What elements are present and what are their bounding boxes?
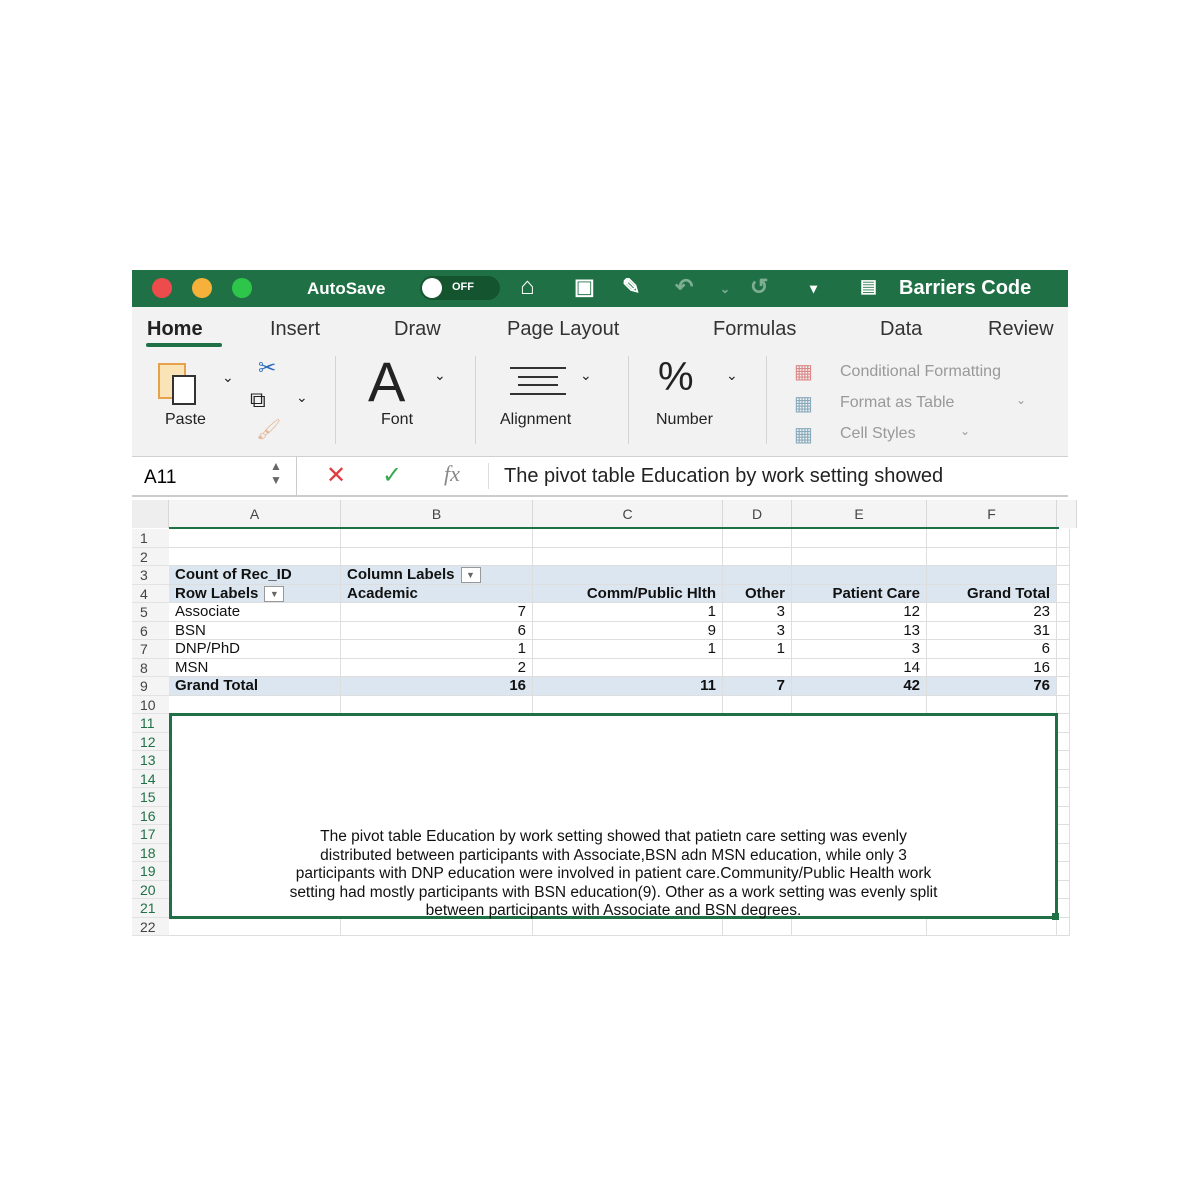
tab-home[interactable]: Home: [147, 318, 203, 340]
cell[interactable]: [341, 529, 533, 548]
pivot-cell[interactable]: [533, 566, 723, 585]
redo-icon[interactable]: ↺: [750, 274, 769, 299]
pivot-value[interactable]: [792, 640, 927, 659]
pivot-value-text: 2: [517, 658, 526, 676]
row-header-5[interactable]: 5: [132, 603, 169, 622]
pivot-value[interactable]: [533, 622, 723, 641]
chevron-down-icon: ⌄: [1016, 393, 1027, 407]
row-header-7[interactable]: 7: [132, 640, 169, 659]
resize-handle[interactable]: [1052, 913, 1059, 920]
pivot-cell[interactable]: [927, 566, 1057, 585]
pivot-value-field-text: Count of Rec_ID: [175, 566, 292, 583]
cut-icon[interactable]: ✂: [258, 355, 277, 380]
pivot-value[interactable]: [792, 622, 927, 641]
pivot-value-text: 14: [903, 658, 920, 676]
row-header-4[interactable]: 4: [132, 585, 169, 604]
pivot-value-text: 1: [707, 640, 716, 657]
pivot-row-label-text: BSN: [175, 621, 206, 639]
undo-dropdown-icon[interactable]: ⌄: [720, 282, 731, 296]
copy-icon[interactable]: ⧉: [250, 387, 266, 412]
row-header-21[interactable]: 21: [132, 899, 169, 918]
font-label: Font: [381, 411, 414, 428]
cell[interactable]: [792, 696, 927, 715]
grand-total-label[interactable]: [169, 677, 341, 696]
format-as-table-label: Format as Table: [840, 394, 955, 411]
grand-total-value[interactable]: [792, 677, 927, 696]
grand-total-value-text: 11: [700, 677, 716, 694]
row-header-16[interactable]: 16: [132, 807, 169, 826]
pivot-value[interactable]: [927, 603, 1057, 622]
column-header-D[interactable]: D: [723, 500, 792, 528]
pivot-value-field[interactable]: [169, 566, 341, 585]
alignment-icon: [510, 367, 566, 395]
pivot-value-text: 6: [1041, 640, 1050, 657]
chevron-down-icon: ⌄: [726, 367, 738, 383]
grand-total-value-text: 76: [1033, 677, 1050, 694]
cell[interactable]: [1057, 566, 1070, 585]
format-painter-icon[interactable]: 🖌: [256, 419, 282, 441]
pivot-column-header-text: Comm/Public Hlth: [586, 584, 716, 602]
undo-icon[interactable]: ↶: [675, 274, 694, 299]
filter-dropdown-icon[interactable]: ▼: [461, 567, 481, 583]
summary-text-line: between participants with Associate and BSN degrees.: [425, 902, 802, 919]
cell[interactable]: [723, 548, 792, 567]
column-header-C[interactable]: C: [533, 500, 723, 528]
tab-page-layout[interactable]: Page Layout: [507, 318, 620, 340]
pivot-row-label[interactable]: [169, 659, 341, 678]
cell[interactable]: [169, 696, 341, 715]
column-header-E[interactable]: E: [792, 500, 927, 528]
cell[interactable]: [1057, 585, 1070, 604]
home-icon[interactable]: ⌂: [520, 273, 535, 300]
divider: [335, 356, 336, 444]
chevron-down-icon[interactable]: ⌄: [222, 369, 234, 385]
spreadsheet-grid: [132, 500, 1068, 935]
pivot-value-text: 3: [911, 640, 920, 657]
pivot-value-text: 6: [517, 621, 526, 639]
document-title: Barriers Code: [899, 277, 1032, 299]
row-header-3[interactable]: 3: [132, 566, 169, 585]
cell[interactable]: [533, 548, 723, 567]
pivot-value[interactable]: [723, 659, 792, 678]
pivot-value[interactable]: [723, 640, 792, 659]
minimize-button[interactable]: [192, 278, 212, 298]
pivot-row-label[interactable]: [169, 640, 341, 659]
row-header-9[interactable]: 9: [132, 677, 169, 696]
chevron-down-icon: ⌄: [580, 367, 592, 383]
cell[interactable]: [927, 529, 1057, 548]
row-header-11[interactable]: 11: [132, 714, 169, 733]
tab-formulas[interactable]: Formulas: [713, 318, 797, 340]
pivot-value[interactable]: [723, 622, 792, 641]
formula-input[interactable]: The pivot table Education by work setting showed: [504, 465, 944, 487]
pivot-column-header[interactable]: [792, 585, 927, 604]
pivot-value[interactable]: [533, 659, 723, 678]
pivot-column-header-text: Grand Total: [966, 584, 1050, 602]
pivot-column-labels[interactable]: [341, 566, 533, 585]
cell[interactable]: [1057, 548, 1070, 567]
pivot-row-label-text: Associate: [175, 603, 241, 620]
name-box[interactable]: A11: [144, 467, 177, 488]
pivot-value[interactable]: [533, 603, 723, 622]
cell[interactable]: [1057, 881, 1070, 900]
close-button[interactable]: [152, 278, 172, 298]
tab-review[interactable]: Review: [988, 318, 1054, 340]
column-header-A[interactable]: A: [169, 500, 341, 528]
pivot-row-label[interactable]: [169, 622, 341, 641]
cell[interactable]: [792, 529, 927, 548]
cell[interactable]: [723, 696, 792, 715]
cell[interactable]: [1057, 770, 1070, 789]
pivot-column-header-text: Academic: [347, 584, 418, 602]
cell[interactable]: [169, 529, 341, 548]
cell[interactable]: [169, 548, 341, 567]
row-header-18[interactable]: 18: [132, 844, 169, 863]
cell[interactable]: [1057, 751, 1070, 770]
pivot-value-text: 1: [776, 640, 785, 657]
column-header-overflow[interactable]: [1057, 500, 1077, 528]
row-header-14[interactable]: 14: [132, 770, 169, 789]
font-icon: A: [368, 350, 406, 413]
row-header-12[interactable]: 12: [132, 733, 169, 752]
formula-bar: [132, 457, 1068, 497]
row-header-17[interactable]: 17: [132, 825, 169, 844]
cell[interactable]: [723, 529, 792, 548]
tab-insert[interactable]: Insert: [270, 318, 321, 340]
alignment-label: Alignment: [500, 411, 572, 428]
grand-total-value-text: 42: [903, 677, 920, 694]
column-header-B[interactable]: B: [341, 500, 533, 528]
cell[interactable]: [1057, 807, 1070, 826]
cell[interactable]: [533, 529, 723, 548]
pivot-value[interactable]: [792, 659, 927, 678]
row-header-1[interactable]: 1: [132, 529, 169, 548]
row-header-20[interactable]: 20: [132, 881, 169, 900]
select-all-corner[interactable]: [132, 500, 169, 528]
paste-page-icon: [172, 375, 196, 405]
divider: [766, 356, 767, 444]
chevron-down-icon[interactable]: ⌄: [296, 389, 308, 405]
chevron-down-icon: ⌄: [434, 367, 446, 383]
cell[interactable]: [792, 548, 927, 567]
paste-label: Paste: [165, 411, 206, 428]
cancel-icon[interactable]: ✕: [326, 462, 347, 489]
cell[interactable]: [1057, 659, 1070, 678]
pivot-value[interactable]: [341, 659, 533, 678]
customize-toolbar-icon[interactable]: ▾: [810, 280, 818, 296]
pivot-value-text: 1: [707, 603, 716, 620]
row-header-6[interactable]: 6: [132, 622, 169, 641]
pivot-value[interactable]: [723, 603, 792, 622]
grand-total-value-text: 16: [509, 677, 526, 694]
conditional-formatting-label: Conditional Formatting: [840, 363, 1001, 380]
pivot-column-header-text: Patient Care: [832, 584, 920, 602]
divider: [628, 356, 629, 444]
pivot-value-text: 13: [903, 621, 920, 639]
summary-text-line: distributed between participants with Associate,BSN adn MSN education, while only 3: [320, 846, 907, 864]
grand-total-value[interactable]: [533, 677, 723, 696]
pivot-cell[interactable]: [792, 566, 927, 585]
pivot-cell[interactable]: [723, 566, 792, 585]
cell[interactable]: [533, 696, 723, 715]
tab-draw[interactable]: Draw: [394, 318, 441, 340]
pivot-value[interactable]: [927, 659, 1057, 678]
edit-icon[interactable]: ✎: [622, 274, 641, 299]
format-as-table-icon: ▦: [794, 393, 813, 415]
cell[interactable]: [927, 548, 1057, 567]
autosave-state: OFF: [452, 281, 474, 293]
ribbon: [132, 351, 1068, 457]
pivot-column-header[interactable]: [341, 585, 533, 604]
title-bar: [132, 270, 1068, 307]
pivot-value-text: 23: [1033, 603, 1050, 620]
row-header-13[interactable]: 13: [132, 751, 169, 770]
pivot-value[interactable]: [341, 640, 533, 659]
pivot-value[interactable]: [927, 622, 1057, 641]
pivot-value[interactable]: [792, 603, 927, 622]
pivot-value-text: 9: [707, 621, 716, 639]
cell[interactable]: [1057, 677, 1070, 696]
cell[interactable]: [1057, 844, 1070, 863]
filter-dropdown-icon[interactable]: ▼: [264, 586, 284, 602]
pivot-column-header-text: Other: [744, 584, 785, 602]
zoom-button[interactable]: [232, 278, 252, 298]
cell-styles-icon: ▦: [794, 424, 813, 446]
excel-window: [132, 270, 1068, 935]
row-header-15[interactable]: 15: [132, 788, 169, 807]
cell[interactable]: [927, 696, 1057, 715]
grand-total-value[interactable]: [723, 677, 792, 696]
conditional-formatting-icon: ▦: [794, 361, 813, 383]
cell[interactable]: [1057, 825, 1070, 844]
pivot-column-labels-text: Column Labels: [347, 566, 455, 583]
pivot-value-text: 31: [1033, 621, 1050, 639]
summary-text-line: participants with DNP education were involved in patient care.Community/Public Health work: [295, 865, 932, 882]
pivot-value-text: 16: [1033, 658, 1050, 676]
cell[interactable]: [1057, 788, 1070, 807]
cell-styles-label: Cell Styles: [840, 425, 916, 442]
pivot-row-labels-text: Row Labels: [175, 584, 259, 602]
divider: [475, 356, 476, 444]
pivot-value[interactable]: [341, 603, 533, 622]
pivot-row-label-text: DNP/PhD: [175, 640, 241, 657]
column-header-F[interactable]: F: [927, 500, 1057, 528]
chevron-down-icon: ⌄: [960, 424, 971, 438]
number-label: Number: [656, 411, 713, 428]
name-box-stepper-icon[interactable]: ▲ ▼: [270, 459, 282, 487]
pivot-value[interactable]: [927, 640, 1057, 659]
cell[interactable]: [1057, 714, 1070, 733]
ribbon-tabs: [132, 307, 1068, 351]
cell[interactable]: [1057, 603, 1070, 622]
cell[interactable]: [1057, 529, 1070, 548]
pivot-column-header[interactable]: [927, 585, 1057, 604]
cell[interactable]: [1057, 733, 1070, 752]
pivot-value-text: 3: [776, 621, 785, 639]
summary-text-box[interactable]: [169, 713, 1058, 919]
grand-total-value[interactable]: [341, 677, 533, 696]
row-header-8[interactable]: 8: [132, 659, 169, 678]
row-header-22[interactable]: 22: [132, 918, 169, 937]
summary-text-line: The pivot table Education by work setting showed that patietn care setting was evenly: [320, 828, 907, 845]
cell[interactable]: [341, 696, 533, 715]
save-icon[interactable]: ▣: [574, 274, 595, 299]
grand-total-label-text: Grand Total: [175, 677, 259, 694]
row-header-10[interactable]: 10: [132, 696, 169, 715]
pivot-value-text: 12: [903, 603, 920, 620]
enter-icon[interactable]: ✓: [382, 462, 403, 489]
cell[interactable]: [1057, 862, 1070, 881]
active-tab-indicator: [146, 343, 222, 347]
row-header-19[interactable]: 19: [132, 862, 169, 881]
pivot-value[interactable]: [341, 622, 533, 641]
cell[interactable]: [1057, 918, 1070, 937]
summary-text-line: setting had mostly participants with BSN education(9). Other as a work setting was evenly split: [289, 883, 938, 901]
autosave-toggle[interactable]: [420, 276, 500, 300]
insert-function-icon[interactable]: fx: [444, 461, 460, 486]
cell[interactable]: [1057, 640, 1070, 659]
pivot-row-label-text: MSN: [175, 658, 209, 676]
pivot-value[interactable]: [533, 640, 723, 659]
tab-data[interactable]: Data: [880, 318, 923, 340]
cell[interactable]: [341, 548, 533, 567]
pivot-column-header[interactable]: [533, 585, 723, 604]
pivot-column-header[interactable]: [723, 585, 792, 604]
percent-icon: %: [658, 355, 694, 399]
pivot-row-label[interactable]: [169, 603, 341, 622]
pivot-value-text: 7: [517, 603, 526, 620]
cell[interactable]: [1057, 622, 1070, 641]
row-header-2[interactable]: 2: [132, 548, 169, 567]
excel-file-icon: ▤: [860, 276, 878, 296]
pivot-row-labels[interactable]: [169, 585, 341, 604]
autosave-label: AutoSave: [307, 279, 386, 298]
pivot-value-text: 1: [517, 640, 526, 657]
grand-total-value-text: 7: [776, 677, 785, 694]
pivot-value-text: 3: [776, 603, 785, 620]
grand-total-value[interactable]: [927, 677, 1057, 696]
cell[interactable]: [1057, 696, 1070, 715]
